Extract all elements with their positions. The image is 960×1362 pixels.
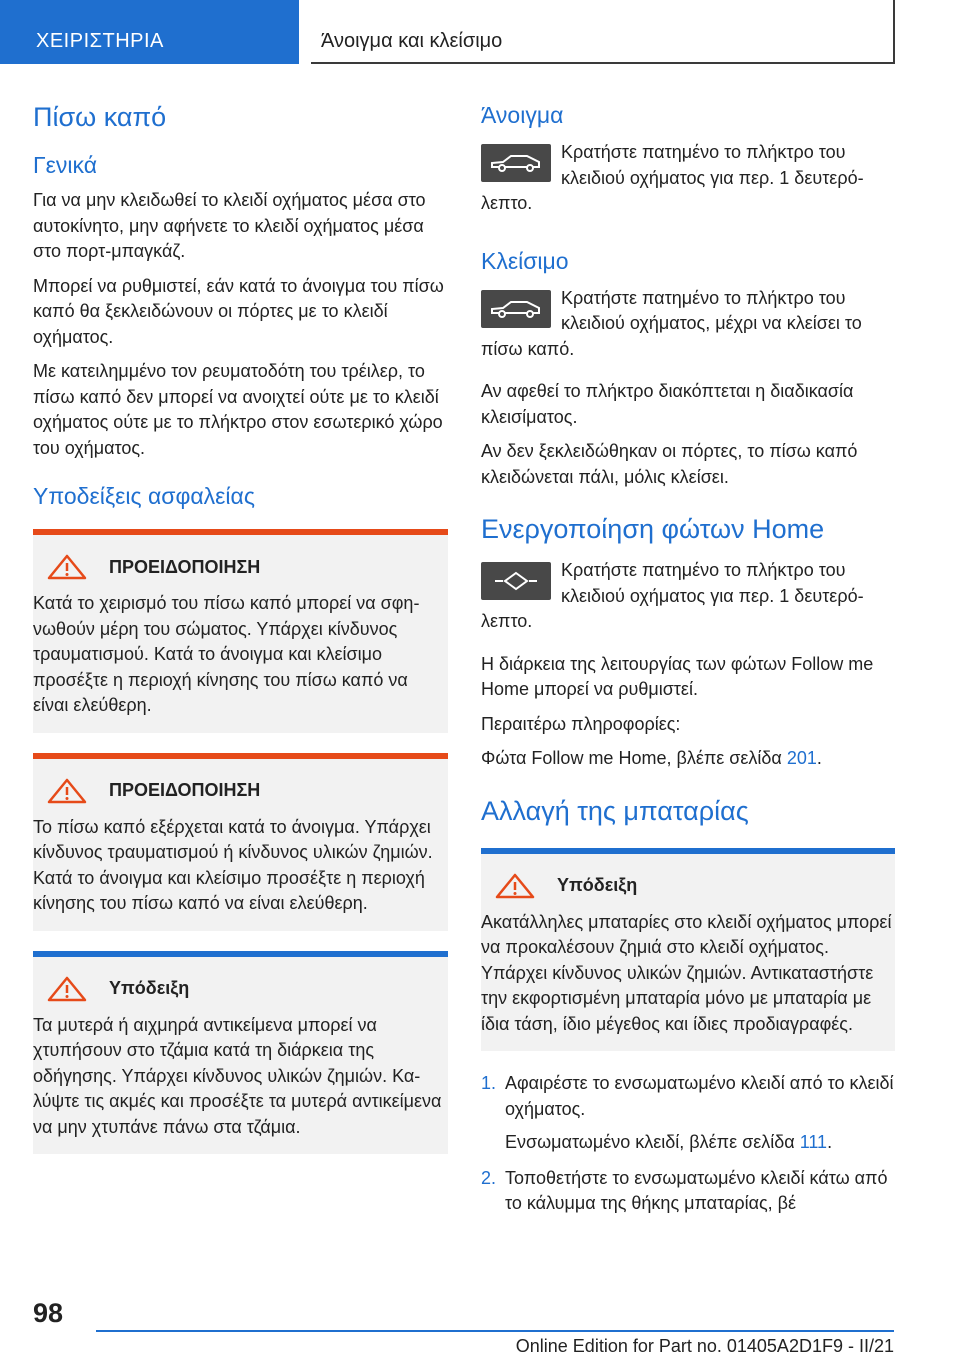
step-subtext-label: Ενσωματωμένο κλειδί, βλέπε σελίδα	[505, 1132, 800, 1152]
page-link-111[interactable]: 111	[799, 1132, 828, 1152]
footer-divider	[96, 1330, 894, 1332]
note-label: Υπόδειξη	[109, 978, 190, 998]
header-chapter-title: Άνοιγμα και κλείσιμο	[321, 30, 503, 52]
warning-label: ΠΡΟΕΙΔΟΠΟΙΗΣΗ	[109, 556, 261, 577]
safety-heading: Υποδείξεις ασφαλείας	[33, 483, 255, 509]
home-paragraph-2: Η διάρκεια της λειτουργίας των φώτων Follow me Home μπορεί να ρυθμιστεί.	[481, 653, 874, 699]
home-paragraph-3: Περαιτέρω πληροφορίες:	[481, 713, 681, 734]
page-number: 98	[33, 1298, 64, 1328]
general-paragraph-3: Με κατειλημμένο τον ρευματοδότη του τρέιλερ, το πίσω καπό δεν μπορεί να ανοιχτεί ούτε με το κλειδί οχήματος ούτε με το πλήκτρο στον εσωτερικό χώρο του οχήματος.	[33, 361, 443, 458]
note-box	[33, 951, 448, 1155]
warning-label: ΠΡΟΕΙΔΟΠΟΙΗΣΗ	[109, 780, 261, 800]
note-text: Τα μυτερά ή αιχμηρά αντικείμενα μπορεί να χτυπήσουν στο τζάμια κατά τη διάρκεια της οδήγησης. Υπάρχει κίνδυνος υλικών ζημιών. Καλύψτε τις ακμές και προσέξτε τα μυτερά αντικείμενα να μην χτυπάνε πάνω στα τζάμια.	[33, 1014, 442, 1137]
home-heading: Ενεργοποίηση φώτων Home	[481, 514, 825, 544]
home-ref-end: .	[816, 748, 822, 768]
warning-triangle-icon	[493, 873, 537, 899]
right-column	[481, 100, 895, 1227]
header-section-title: ΧΕΙΡΙΣΤΗΡΙΑ	[36, 30, 164, 52]
page-title: Πίσω καπό	[33, 102, 167, 132]
home-ref-text: Φώτα Follow me Home, βλέπε σελίδα	[481, 748, 787, 768]
general-heading: Γενικά	[33, 152, 98, 178]
step-number: 1.	[481, 1073, 497, 1093]
car-trunk-key-icon	[481, 144, 551, 182]
left-column	[33, 100, 448, 1174]
closing-heading: Κλείσιμο	[481, 247, 569, 274]
battery-note-label: Υπόδειξη	[557, 875, 638, 895]
step-text: Αφαιρέστε το ενσωματωμένο κλειδί από το κλειδί οχήματος.	[505, 1073, 894, 1119]
step-subtext-end: .	[827, 1132, 833, 1152]
battery-note-text: Ακατάλληλες μπαταρίες στο κλειδί οχήματος μπορεί να προκαλέσουν ζημιά στο κλειδί οχήματος. Υπάρχει κίνδυνος υλικών ζημιών. Αντικαταστήστε την εκφορτισμένη μπαταρία μόνο με μπαταρία με ίδια τάση, ίδιο μέγεθος και ίδιες προδιαγραφές.	[481, 911, 892, 1034]
closing-paragraph-2: Αν αφεθεί το πλήκτρο διακόπτεται η διαδικασία κλεισίματος.	[481, 381, 854, 427]
step-text: Τοποθετήστε το ενσωματωμένο κλειδί κάτω από το κάλυμμα της θήκης μπαταρίας, βέ	[505, 1167, 888, 1213]
header-section-tab	[0, 0, 299, 64]
warning-box-2	[33, 753, 448, 931]
opening-heading: Άνοιγμα	[481, 102, 564, 128]
page-link-201[interactable]: 201	[786, 748, 817, 768]
warning-triangle-icon	[45, 778, 89, 804]
closing-paragraph-3: Αν δεν ξεκλειδώθηκαν οι πόρτες, το πίσω καπό κλειδώνεται πάλι, μόλις κλείσει.	[481, 441, 858, 487]
closing-text: Κρατήστε πατημένο το πλήκτρο του κλειδιού οχήματος, μέχρι να κλείσει το πίσω καπό.	[481, 287, 862, 359]
step-number: 2.	[481, 1167, 497, 1188]
opening-text: Κρατήστε πατημένο το πλήκτρο του κλειδιού οχήματος για περ. 1 δευτερόλεπτο.	[481, 142, 864, 213]
home-paragraph-4	[481, 746, 895, 772]
warning-box-1	[33, 529, 448, 733]
car-trunk-key-icon	[481, 290, 551, 328]
home-text: Κρατήστε πατημένο το πλήκτρο του κλειδιού οχήματος για περ. 1 δευτερόλεπτο.	[481, 560, 864, 631]
battery-note-box	[481, 848, 895, 1052]
general-paragraph-2: Μπορεί να ρυθμιστεί, εάν κατά το άνοιγμα του πίσω καπό θα ξεκλειδώνουν οι πόρτες με το κλειδί οχήματος.	[33, 275, 444, 347]
list-item	[481, 1071, 895, 1156]
list-item	[481, 1166, 895, 1217]
headlight-key-icon	[481, 562, 551, 600]
battery-heading: Αλλαγή της μπαταρίας	[481, 795, 749, 826]
warning-text: Το πίσω καπό εξέρχεται κατά το άνοιγμα. Υπάρχει κίνδυνος τραυματισμού ή κίνδυνος υλικών ζημιών. Κατά το άνοιγμα και κλείσιμο προσέξτε η περιοχή κίνησης του πίσω καπό να είναι ελεύθερη.	[33, 816, 433, 913]
header-chapter-tab	[311, 0, 895, 64]
warning-text: Κατά το χειρισμό του πίσω καπό μπορεί να σφηνωθούν μέρη του σώματος. Υπάρχει κίνδυνος τραυματισμού. Κατά το άνοιγμα και κλείσιμο προσέξτε η περιοχή κίνησης του πίσω καπό να είναι ελεύθερη.	[33, 593, 420, 715]
footer-edition: Online Edition for Part no. 01405A2D1F9 - II/21	[515, 1336, 894, 1356]
warning-triangle-icon	[45, 976, 89, 1002]
warning-triangle-icon	[45, 554, 89, 580]
battery-steps-list	[481, 1071, 895, 1217]
step-subtext	[505, 1130, 895, 1156]
general-paragraph-1: Για να μην κλειδωθεί το κλειδί οχήματος μέσα στο αυτοκίνητο, μην αφήνετε το κλειδί οχήματος μέσα στο πορτ-μπαγκάζ.	[33, 190, 426, 261]
